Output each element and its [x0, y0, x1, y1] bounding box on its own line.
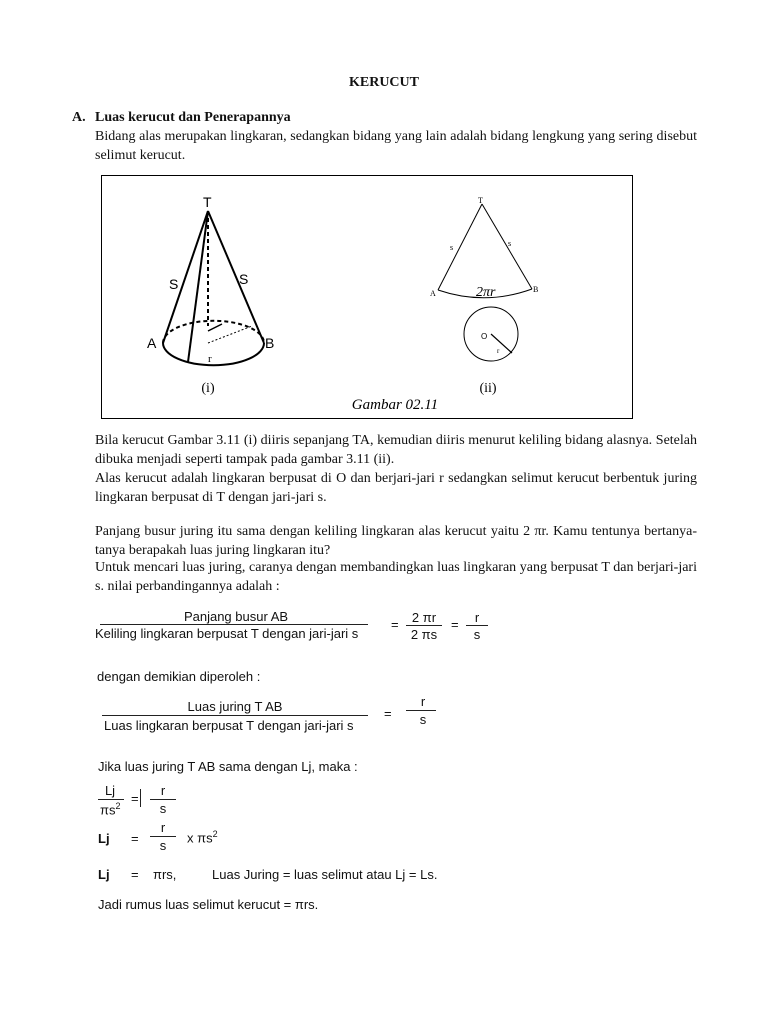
eq4-r-numerator: r — [160, 820, 166, 835]
eq1-r-numerator: r — [474, 610, 480, 625]
text-jika: Jika luas juring T AB sama dengan Lj, maka : — [98, 759, 358, 774]
eq3-r-line — [150, 799, 176, 800]
cone-point-b-label: B — [265, 335, 275, 351]
eq2-equals: = — [384, 706, 392, 721]
section-letter: A. — [72, 110, 86, 125]
eq4-times: x $\pi s^2$ — [187, 829, 218, 846]
figure-diagram — [102, 176, 632, 418]
net-base-radius — [491, 334, 512, 353]
net-point-a-label: A — [430, 289, 436, 298]
eq2-fraction-line — [102, 715, 368, 716]
paragraph-1: Bila kerucut Gambar 3.11 (i) diiris sepanjang TA, kemudian diiris menurut keliling bidang alasnya. Setelah dibuka menjadi seperti tampak pada gambar 3.11 (ii). — [95, 433, 697, 467]
net-arc-label: 2πr — [476, 285, 496, 300]
cone-right-slant-label: S — [239, 271, 249, 287]
net-point-b-label: B — [533, 285, 539, 294]
eq3-lj-denominator: $\pi s^2$ — [100, 801, 121, 818]
net-right-slant-label: s — [508, 239, 512, 248]
eq2-r-denominator: s — [419, 712, 427, 727]
cone-left-slant-label: S — [169, 276, 179, 292]
section-title: Luas kerucut dan Penerapannya — [95, 110, 291, 125]
eq1-denominator: Keliling lingkaran berpusat T dengan jari-jari s — [95, 626, 359, 641]
figure-box — [101, 175, 633, 419]
eq1-r-line — [466, 625, 488, 626]
paragraph-3: Panjang busur juring itu sama dengan keliling lingkaran alas kerucut yaitu 2 πr. Kamu tentunya bertanya-tanya berapakah luas juring lingkaran itu? — [95, 524, 697, 558]
eq2-r-line — [406, 710, 436, 711]
text-diperoleh: dengan demikian diperoleh : — [97, 669, 261, 684]
net-right-slant — [482, 204, 532, 289]
net-center-label: O — [481, 332, 488, 341]
eq1-equals-1: = — [391, 617, 399, 632]
cone-right-slant — [208, 211, 264, 343]
eq3-r-denominator: s — [159, 801, 167, 816]
eq4-r-line — [150, 836, 176, 837]
eq5-rhs: πrs, — [153, 867, 177, 882]
eq4-lhs: Lj — [98, 831, 110, 846]
eq1-numerator: Panjang busur AB — [183, 609, 289, 624]
eq2-denominator: Luas lingkaran berpusat T dengan jari-jari s — [104, 718, 354, 733]
net-apex-label: T — [478, 196, 483, 205]
net-left-slant-label: s — [450, 243, 454, 252]
eq1-mid-line — [406, 625, 442, 626]
paragraph-2: Alas kerucut adalah lingkaran berpusat di O dan berjari-jari r sedangkan selimut kerucut berbentuk juring lingkaran berpusat di T dengan jari-jari s. — [95, 471, 697, 505]
eq5-lhs: Lj — [98, 867, 110, 882]
eq5-equals: = — [131, 867, 139, 882]
cone-radius — [208, 326, 252, 343]
eq3-r-numerator: r — [160, 783, 166, 798]
figure-caption: Gambar 02.11 — [351, 397, 439, 413]
cone-slant-front — [188, 211, 208, 362]
cone-radius-label: r — [208, 353, 212, 365]
eq3-lj-numerator: Lj — [104, 783, 116, 798]
eq3-bar — [140, 789, 141, 807]
cone-apex-label: T — [203, 194, 212, 210]
paragraph-4: Untuk mencari luas juring, caranya dengan membandingkan luas lingkaran yang berpusat T dan berjari-jari s. nilai perbandingannya adalah : — [95, 560, 697, 594]
eq3-lj-line — [98, 799, 124, 800]
cone-base-back — [163, 321, 264, 343]
caption-i: (i) — [201, 381, 215, 396]
net-radius-label: r — [497, 347, 500, 355]
eq1-mid-denominator: 2 πs — [410, 627, 438, 642]
eq3-equals: = — [131, 791, 139, 806]
eq4-equals: = — [131, 831, 139, 846]
eq2-numerator: Luas juring T AB — [187, 699, 283, 714]
conclusion: Jadi rumus luas selimut kerucut = πrs. — [98, 897, 319, 912]
eq4-r-denominator: s — [159, 838, 167, 853]
page-title: KERUCUT — [348, 75, 419, 90]
eq5-note: Luas Juring = luas selimut atau Lj = Ls. — [212, 867, 438, 882]
eq1-equals-2: = — [451, 617, 459, 632]
eq1-mid-numerator: 2 πr — [411, 610, 437, 625]
cone-base-front — [163, 343, 264, 365]
eq1-fraction-line — [100, 624, 368, 625]
caption-ii: (ii) — [479, 381, 497, 396]
eq2-r-numerator: r — [420, 694, 426, 709]
intro-paragraph: Bidang alas merupakan lingkaran, sedangkan bidang yang lain adalah bidang lengkung yang sering disebut selimut kerucut. — [95, 129, 697, 163]
net-left-slant — [438, 204, 482, 290]
net-drawing — [430, 196, 538, 361]
cone-point-a-label: A — [147, 335, 157, 351]
cone-drawing — [147, 194, 274, 365]
cone-right-angle — [208, 324, 222, 331]
eq1-r-denominator: s — [473, 627, 481, 642]
